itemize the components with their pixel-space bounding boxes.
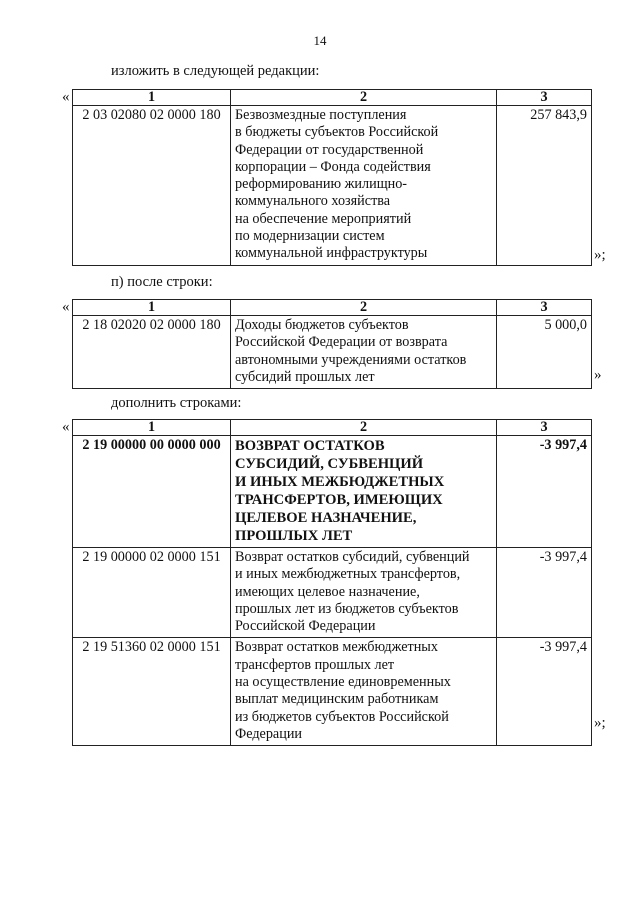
name-line: Федерации от государственной [235, 141, 424, 158]
budget-code: 2 19 00000 02 0000 151 [73, 548, 231, 638]
column-header: 3 [497, 90, 592, 106]
close-quote: »; [594, 247, 606, 263]
name-line: в бюджеты субъектов Российской [235, 124, 439, 141]
name-line: по модернизации систем [235, 228, 385, 245]
budget-code: 2 18 02020 02 0000 180 [73, 316, 231, 389]
name-line: субсидий прошлых лет [235, 368, 375, 385]
name-line: И ИНЫХ МЕЖБЮДЖЕТНЫХ [235, 474, 445, 490]
amount-value: 257 843,9 [497, 106, 592, 266]
name-line: Российской Федерации от возврата [235, 334, 448, 351]
name-line: автономными учреждениями остатков [235, 351, 467, 368]
name-line: ТРАНСФЕРТОВ, ИМЕЮЩИХ [235, 492, 443, 508]
name-line: выплат медицинским работникам [235, 691, 439, 708]
section-intro: изложить в следующей редакции: [111, 63, 320, 79]
table-row [73, 638, 592, 746]
name-line: корпорации – Фонда содействия [235, 158, 431, 175]
name-line: Возврат остатков субсидий, субвенций [235, 549, 470, 565]
column-header: 2 [231, 420, 497, 436]
close-quote: » [594, 367, 602, 383]
name-line: из бюджетов субъектов Российской [235, 708, 449, 725]
column-header: 2 [231, 90, 497, 106]
name-line: и иных межбюджетных трансфертов, [235, 566, 461, 583]
amount-value: -3 997,4 [497, 436, 592, 548]
budget-table [72, 299, 592, 389]
name-line: Федерации [235, 725, 303, 742]
revenue-name [231, 436, 497, 548]
name-line: реформированию жилищно- [235, 176, 408, 193]
section-intro: п) после строки: [111, 274, 213, 290]
budget-table [72, 89, 592, 266]
budget-table [72, 419, 592, 746]
open-quote: « [62, 299, 70, 315]
budget-code: 2 19 51360 02 0000 151 [73, 638, 231, 746]
table-row [73, 548, 592, 638]
table-header-row [73, 420, 592, 436]
amount-value: -3 997,4 [497, 638, 592, 746]
name-line: ЦЕЛЕВОЕ НАЗНАЧЕНИЕ, [235, 510, 417, 526]
name-line: прошлых лет из бюджетов субъектов [235, 600, 459, 617]
open-quote: « [62, 419, 70, 435]
name-line: ПРОШЛЫХ ЛЕТ [235, 528, 353, 544]
revenue-name [231, 548, 497, 638]
close-quote: »; [594, 715, 606, 731]
page-number: 14 [313, 33, 327, 48]
table-row [73, 436, 592, 548]
budget-code: 2 19 00000 00 0000 000 [73, 436, 231, 548]
amount-value: -3 997,4 [497, 548, 592, 638]
name-line: на осуществление единовременных [235, 674, 451, 691]
table-header-row [73, 300, 592, 316]
name-line: Возврат остатков межбюджетных [235, 639, 438, 656]
name-line: Безвозмездные поступления [235, 107, 407, 123]
name-line: коммунальной инфраструктуры [235, 245, 428, 262]
table-row [73, 316, 592, 389]
name-line: имеющих целевое назначение, [235, 583, 420, 600]
revenue-name [231, 106, 497, 266]
column-header: 1 [73, 90, 231, 106]
column-header: 3 [497, 420, 592, 436]
name-line: Российской Федерации [235, 618, 376, 635]
table-row [73, 106, 592, 266]
revenue-name [231, 638, 497, 746]
name-line: Доходы бюджетов субъектов [235, 317, 409, 333]
column-header: 3 [497, 300, 592, 316]
budget-code: 2 03 02080 02 0000 180 [73, 106, 231, 266]
amount-value: 5 000,0 [497, 316, 592, 389]
revenue-name [231, 316, 497, 389]
name-line: трансфертов прошлых лет [235, 656, 395, 673]
name-line: СУБСИДИЙ, СУБВЕНЦИЙ [235, 456, 424, 472]
section-intro: дополнить строками: [111, 395, 242, 411]
name-line: ВОЗВРАТ ОСТАТКОВ [235, 438, 385, 454]
table-header-row [73, 90, 592, 106]
column-header: 1 [73, 300, 231, 316]
column-header: 1 [73, 420, 231, 436]
name-line: на обеспечение мероприятий [235, 210, 412, 227]
name-line: коммунального хозяйства [235, 193, 391, 210]
open-quote: « [62, 89, 70, 105]
column-header: 2 [231, 300, 497, 316]
